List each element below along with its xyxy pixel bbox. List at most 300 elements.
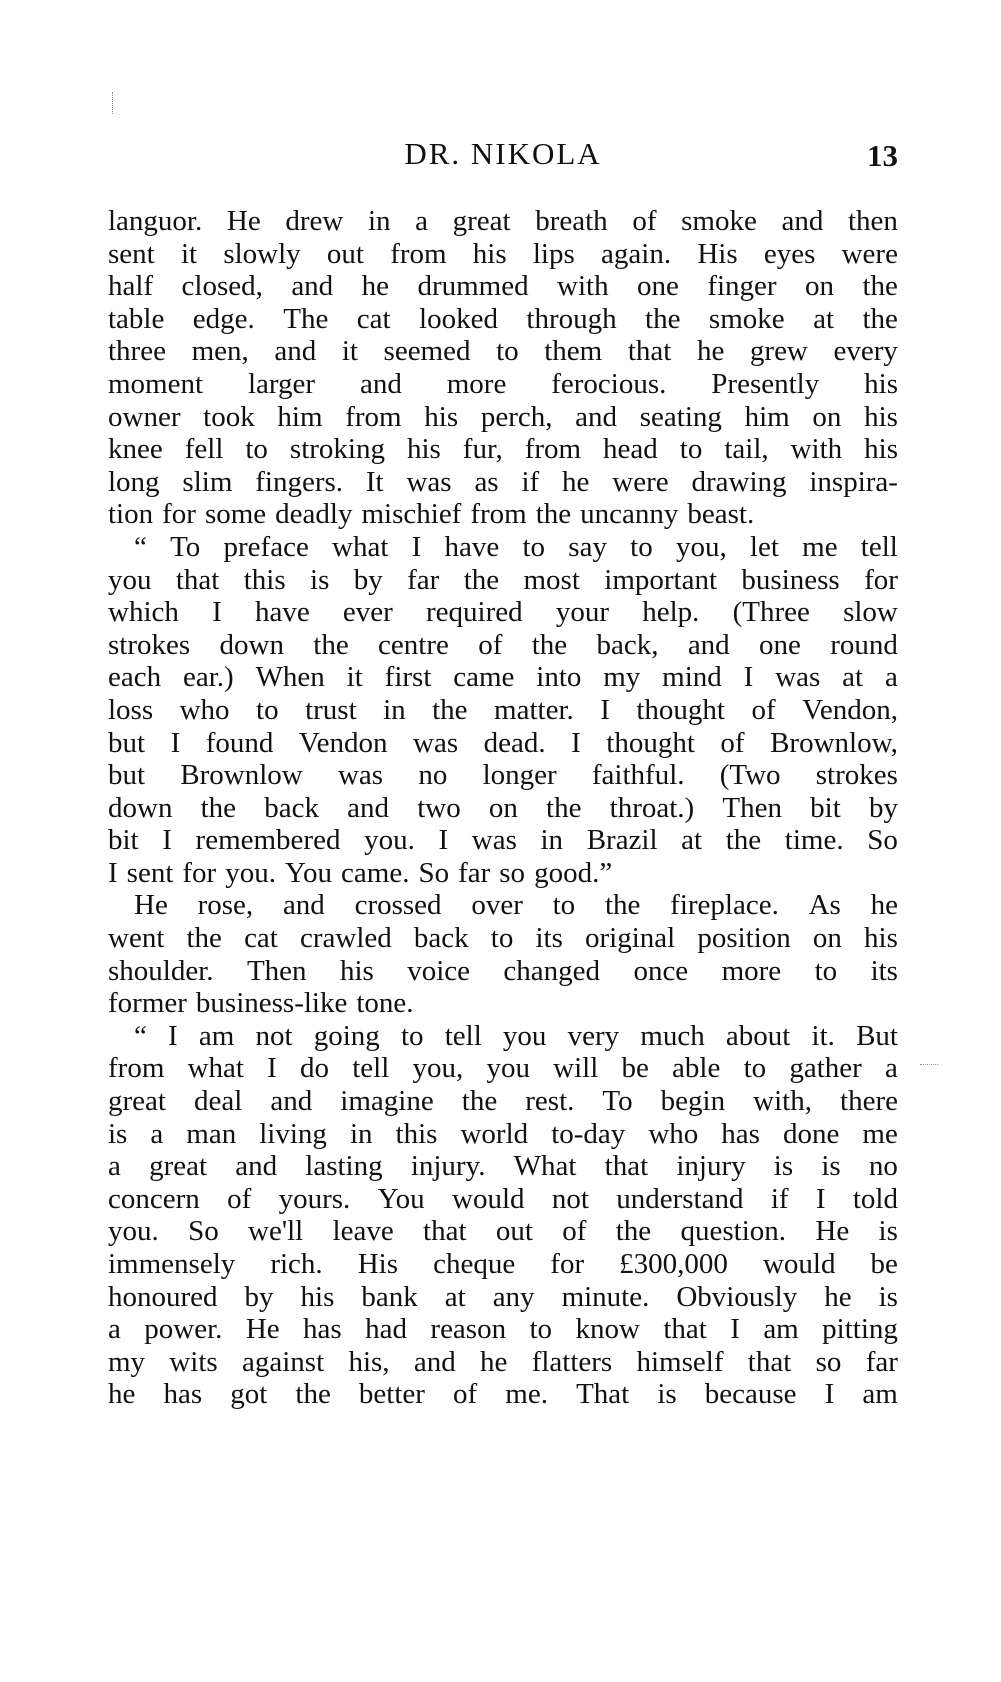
text-line <box>108 889 898 922</box>
word: two <box>417 791 461 824</box>
paragraph <box>108 1020 898 1411</box>
word: were <box>612 465 669 498</box>
word: he <box>824 1280 852 1313</box>
word: to <box>400 1019 424 1052</box>
word: about <box>725 1019 791 1052</box>
word: bit <box>810 791 841 824</box>
word: Brownlow <box>180 759 303 792</box>
word: honoured <box>108 1280 218 1313</box>
word: voice <box>407 954 470 987</box>
word: sent <box>126 856 174 889</box>
word: done <box>783 1117 840 1150</box>
word: came <box>453 661 515 694</box>
word: preface <box>223 530 309 563</box>
paragraph <box>108 205 898 531</box>
word: deadly <box>275 498 353 531</box>
text-line <box>108 1215 898 1248</box>
word: is <box>878 1280 898 1313</box>
word: and <box>274 335 317 368</box>
word: have <box>444 530 500 563</box>
word: much <box>640 1019 705 1052</box>
word: against <box>242 1345 325 1378</box>
word: immensely <box>108 1248 236 1280</box>
text-line <box>108 1183 898 1216</box>
word: from <box>524 433 582 466</box>
word: and <box>235 1150 278 1183</box>
word: fur, <box>462 433 503 466</box>
word: flatters <box>531 1345 613 1378</box>
word: who <box>648 1117 699 1150</box>
word: and <box>413 1345 456 1378</box>
word: I <box>743 661 754 694</box>
word: to <box>679 433 703 466</box>
word: as <box>474 465 499 498</box>
text-line <box>108 270 898 303</box>
word: and <box>687 628 730 661</box>
word: mischief <box>361 498 462 531</box>
word: the <box>604 889 641 922</box>
word: in <box>540 824 564 857</box>
word: his <box>472 237 507 270</box>
word: It <box>365 465 384 498</box>
word: smoke <box>681 205 757 237</box>
word: you. <box>364 824 415 857</box>
word: had <box>365 1313 407 1346</box>
word: to <box>490 922 514 955</box>
word: to <box>522 530 546 563</box>
word: have <box>254 596 310 629</box>
text-line <box>108 792 898 825</box>
word: required <box>426 596 523 629</box>
word: and <box>359 367 402 400</box>
word: the <box>186 922 222 955</box>
text-line <box>108 1020 898 1053</box>
word: drummed <box>417 270 529 303</box>
word: thought <box>606 726 695 759</box>
word: say <box>568 530 607 563</box>
word: of <box>632 205 657 237</box>
text-line <box>108 596 898 629</box>
word: rich. <box>270 1248 323 1280</box>
word: To <box>602 1085 633 1118</box>
word: (Three <box>732 596 810 629</box>
margin-dash <box>920 1064 938 1066</box>
word: be <box>870 1248 898 1280</box>
word: ear.) <box>182 661 234 694</box>
word: round <box>830 628 898 661</box>
word: that <box>604 1150 649 1183</box>
word: to <box>552 889 576 922</box>
word: to <box>245 433 268 466</box>
word: So <box>418 856 450 889</box>
word: to <box>529 1313 553 1346</box>
word: you. <box>108 1215 159 1248</box>
word: I <box>571 726 581 759</box>
word: Presently <box>711 367 820 400</box>
word: His <box>357 1248 399 1280</box>
word: pitting <box>822 1313 898 1346</box>
word: your <box>555 596 610 629</box>
word: perch, <box>480 400 553 433</box>
word: Vendon <box>298 726 388 759</box>
word: You <box>284 856 333 889</box>
word: the <box>313 628 349 661</box>
word: strokes <box>108 628 191 661</box>
word: am <box>862 1378 898 1411</box>
word: of <box>478 628 503 661</box>
word: has <box>163 1378 203 1411</box>
word: you <box>108 563 152 596</box>
text-line <box>108 564 898 597</box>
word: imagine <box>340 1085 434 1118</box>
word: tion <box>108 498 154 531</box>
word: I <box>168 1019 178 1052</box>
word: languor. <box>108 205 203 237</box>
word: beast. <box>687 498 755 531</box>
running-title: DR. NIKOLA <box>404 136 602 171</box>
word: on <box>488 791 518 824</box>
word: them <box>544 335 603 368</box>
text-line <box>108 335 898 368</box>
word: position <box>697 922 791 955</box>
running-head <box>108 136 898 176</box>
word: more <box>446 367 507 400</box>
word: When <box>255 661 325 694</box>
word: slim <box>182 465 233 498</box>
word: came. <box>341 856 410 889</box>
word: men, <box>191 335 249 368</box>
word: is <box>657 1378 677 1411</box>
word: for <box>182 856 217 889</box>
word: fireplace. <box>670 889 779 922</box>
word: his <box>864 367 898 400</box>
word: each <box>108 661 162 694</box>
word: would <box>452 1182 525 1215</box>
text-line <box>108 1313 898 1346</box>
paragraph <box>108 889 898 1019</box>
word: strokes <box>815 759 898 792</box>
word: then <box>847 205 898 237</box>
word: thought <box>636 693 725 726</box>
word: drew <box>285 205 344 237</box>
margin-mark <box>112 92 115 114</box>
word: you <box>486 1052 530 1085</box>
word: there <box>840 1085 898 1118</box>
word: to <box>496 335 519 368</box>
word: As <box>808 889 841 922</box>
word: throat.) <box>609 791 695 824</box>
word: is <box>821 1150 841 1183</box>
word: so <box>815 1345 842 1378</box>
word: he <box>480 1345 508 1378</box>
word: my <box>108 1345 146 1378</box>
word: but <box>108 759 146 792</box>
word: not <box>551 1182 589 1215</box>
word: that <box>663 1313 707 1346</box>
word: remembered <box>195 824 341 857</box>
word: that <box>175 563 220 596</box>
word: some <box>204 498 267 531</box>
word: into <box>536 661 582 694</box>
word: Vendon, <box>802 693 898 726</box>
word: finger <box>707 270 777 303</box>
word: down <box>108 791 173 824</box>
word: grew <box>749 335 808 368</box>
word: its <box>535 922 563 955</box>
word: most <box>523 563 580 596</box>
word: took <box>203 400 255 433</box>
word: injury. <box>410 1150 486 1183</box>
word: a <box>415 205 428 237</box>
word: from <box>345 400 402 433</box>
word: with, <box>753 1085 812 1118</box>
word: far <box>458 856 491 889</box>
word: centre <box>378 628 449 661</box>
text-line <box>108 1378 898 1411</box>
word: wits <box>169 1345 218 1378</box>
word: good.” <box>534 856 613 889</box>
word: owner <box>108 400 181 433</box>
word: concern <box>108 1182 200 1215</box>
word: gather <box>789 1052 862 1085</box>
word: this <box>395 1117 438 1150</box>
word: power. <box>144 1313 223 1346</box>
word: be <box>621 1052 649 1085</box>
word: back <box>264 791 319 824</box>
word: once <box>633 954 689 987</box>
word: his, <box>348 1345 390 1378</box>
word: every <box>833 335 898 368</box>
word: He <box>815 1215 850 1248</box>
word: the <box>200 791 237 824</box>
word: able <box>672 1052 721 1085</box>
word: I <box>824 1378 835 1411</box>
word: three <box>108 335 166 368</box>
word: him <box>277 400 323 433</box>
word: Then <box>246 954 307 987</box>
text-line <box>108 857 898 890</box>
word: the <box>535 498 572 531</box>
word: a <box>108 1313 121 1346</box>
word: a <box>108 1150 121 1183</box>
word: that <box>423 1215 467 1248</box>
word: great <box>149 1150 208 1183</box>
word: one <box>637 270 679 303</box>
word: faithful. <box>591 759 685 792</box>
text-line <box>108 303 898 336</box>
text-line <box>108 629 898 662</box>
word: out <box>495 1215 533 1248</box>
word: and <box>575 400 618 433</box>
word: from <box>108 1052 165 1085</box>
word: found <box>205 726 274 759</box>
text-line <box>108 824 898 857</box>
word: on <box>805 270 835 303</box>
word: He <box>226 205 261 237</box>
word: you <box>502 1019 547 1052</box>
word: deal <box>194 1085 243 1118</box>
word: he <box>696 335 725 368</box>
word: the <box>432 693 468 726</box>
word: of <box>227 1182 252 1215</box>
word: a <box>150 1117 164 1150</box>
word: mind <box>662 661 722 694</box>
word: crossed <box>354 889 442 922</box>
word: reason <box>430 1313 507 1346</box>
word: his <box>406 433 441 466</box>
word: is <box>310 563 330 596</box>
word: over <box>471 889 523 922</box>
word: first <box>384 661 432 694</box>
word: tail, <box>724 433 769 466</box>
word: What <box>513 1150 577 1183</box>
word: do <box>300 1052 330 1085</box>
word: Brownlow, <box>770 726 898 759</box>
word: would <box>762 1248 836 1280</box>
word: slow <box>843 596 898 629</box>
word: smoke <box>708 302 785 335</box>
word: business <box>741 563 840 596</box>
word: inspira- <box>809 465 898 498</box>
word: has <box>303 1313 342 1346</box>
word: fingers. <box>255 465 344 498</box>
word: eyes <box>763 237 816 270</box>
word: I <box>212 596 222 629</box>
word: told <box>852 1182 898 1215</box>
word: trust <box>305 693 357 726</box>
word: any <box>492 1280 535 1313</box>
word: for <box>864 563 898 596</box>
text-line <box>108 1281 898 1314</box>
word: with <box>557 270 609 303</box>
word: my <box>603 661 641 694</box>
word: and <box>347 791 390 824</box>
text-line <box>108 368 898 401</box>
word: far <box>865 1345 898 1378</box>
word: to-day <box>551 1117 626 1150</box>
text-line <box>108 1248 898 1281</box>
word: former <box>108 987 187 1020</box>
word: is <box>878 1215 898 1248</box>
word: at <box>813 302 835 335</box>
text-line <box>108 1150 898 1183</box>
word: uncanny <box>580 498 679 531</box>
body-text <box>108 205 898 1411</box>
word: and <box>781 205 824 237</box>
word: edge. <box>192 302 255 335</box>
word: I <box>267 1052 277 1085</box>
word: stroking <box>289 433 385 466</box>
word: ever <box>342 596 393 629</box>
word: ferocious. <box>551 367 667 400</box>
word: if <box>521 465 540 498</box>
word: his <box>864 400 898 433</box>
word: (Two <box>719 759 781 792</box>
word: back <box>413 922 469 955</box>
word: dead. <box>483 726 546 759</box>
word: lasting <box>305 1150 383 1183</box>
word: no <box>418 759 448 792</box>
word: the <box>862 302 898 335</box>
word: you, <box>675 530 727 563</box>
word: his <box>424 400 459 433</box>
word: shoulder. <box>108 954 214 987</box>
word: I <box>170 726 181 759</box>
word: his <box>864 433 898 466</box>
paragraph <box>108 531 898 890</box>
word: You <box>377 1182 425 1215</box>
word: living <box>259 1117 327 1150</box>
word: business-like <box>195 987 348 1020</box>
word: from <box>390 237 447 270</box>
word: because <box>704 1378 797 1411</box>
word: was <box>471 824 517 857</box>
text-line <box>108 205 898 238</box>
word: seemed <box>383 335 471 368</box>
word: him <box>744 400 790 433</box>
word: will <box>553 1052 599 1085</box>
word: at <box>842 661 864 694</box>
word: of <box>453 1378 478 1411</box>
text-line <box>108 1085 898 1118</box>
word: So <box>188 1215 219 1248</box>
text-line <box>108 1052 898 1085</box>
word: great <box>108 1085 166 1118</box>
word: moment <box>108 367 204 400</box>
word: Obviously <box>676 1280 798 1313</box>
text-line <box>108 1118 898 1151</box>
word: the <box>295 1378 331 1411</box>
text-line <box>108 466 898 499</box>
word: sent <box>108 237 155 270</box>
word: man <box>186 1117 237 1150</box>
word: a <box>885 1052 898 1085</box>
word: crawled <box>300 922 392 955</box>
word: To <box>170 530 201 563</box>
word: time. <box>784 824 844 857</box>
word: we'll <box>248 1215 304 1248</box>
word: he <box>562 465 590 498</box>
word: at <box>681 824 703 857</box>
word: slowly <box>223 237 301 270</box>
word: am <box>198 1019 235 1052</box>
word: changed <box>503 954 601 987</box>
word: for <box>162 498 196 531</box>
word: important <box>604 563 718 596</box>
word: I <box>815 1182 826 1215</box>
word: loss <box>108 693 154 726</box>
word: So <box>867 824 898 857</box>
word: of <box>751 693 776 726</box>
word: were <box>841 237 898 270</box>
word: He <box>245 1313 280 1346</box>
word: for <box>550 1248 585 1280</box>
word: going <box>313 1019 380 1052</box>
word: no <box>868 1150 898 1183</box>
word: seating <box>639 400 722 433</box>
word: the <box>531 628 568 661</box>
word: to <box>814 954 838 987</box>
word: at <box>444 1280 466 1313</box>
word: the <box>725 824 762 857</box>
word: his <box>300 1280 335 1313</box>
word: I <box>411 530 422 563</box>
text-line <box>108 531 898 564</box>
word: was <box>337 759 384 792</box>
word: that <box>627 335 672 368</box>
word: question. <box>680 1215 787 1248</box>
word: Then <box>722 791 782 824</box>
